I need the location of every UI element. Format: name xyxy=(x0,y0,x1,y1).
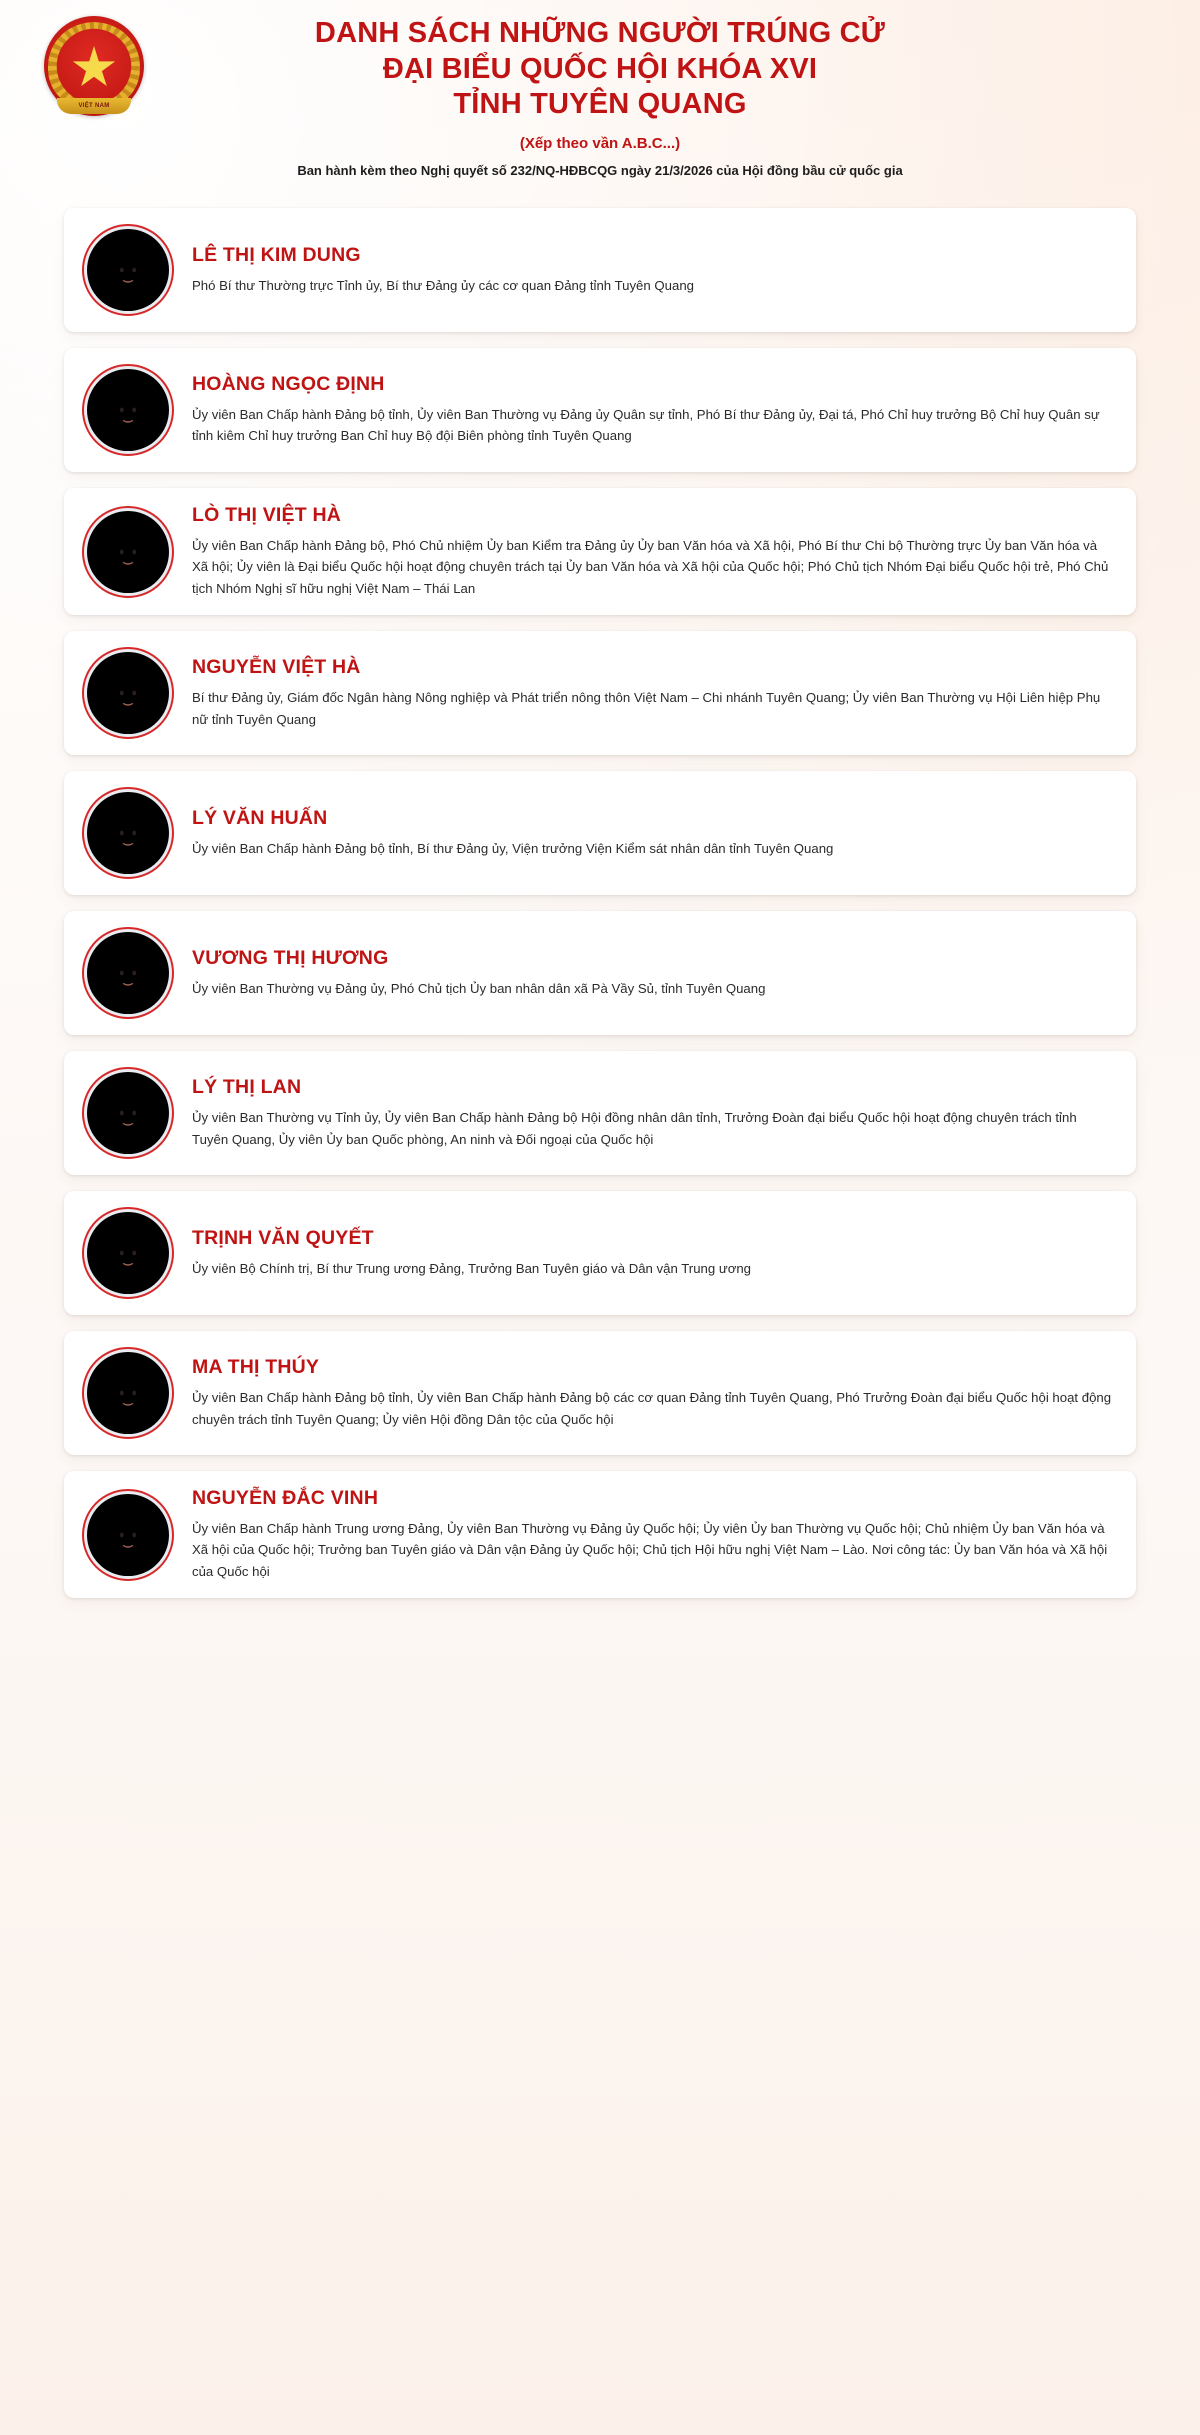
deputy-role: Ủy viên Ban Chấp hành Đảng bộ, Phó Chủ nhiệm Ủy ban Kiểm tra Đảng ủy Ủy ban Văn hóa và Xã hội, Phó Bí thư Chi bộ Thường trực Ủy ban Văn hóa và Xã hội; Ủy viên là Đại biểu Quốc hội hoạt động chuyên trách tại Ủy ban Văn hóa và Xã hội của Quốc hội; Phó Chủ tịch Nhóm Đại biểu Quốc hội trẻ, Phó Chủ tịch Nhóm Nghị sĩ hữu nghị Việt Nam – Thái Lan xyxy=(192,537,1109,596)
deputy-card xyxy=(64,771,1136,895)
deputy-role: Ủy viên Ban Thường vụ Đảng ủy, Phó Chủ tịch Ủy ban nhân dân xã Pà Vầy Sủ, tỉnh Tuyên Quang xyxy=(192,980,766,996)
deputy-name: MA THỊ THÚY xyxy=(192,1356,320,1379)
avatar-ring xyxy=(82,1489,174,1581)
deputy-card xyxy=(64,1191,1136,1315)
avatar xyxy=(82,506,174,598)
deputy-name: HOÀNG NGỌC ĐỊNH xyxy=(192,373,385,396)
avatar xyxy=(82,1067,174,1159)
avatar xyxy=(82,927,174,1019)
deputy-portrait xyxy=(87,1212,169,1294)
deputy-info xyxy=(192,1487,1114,1582)
deputy-name: VƯƠNG THỊ HƯƠNG xyxy=(192,946,389,969)
deputy-portrait xyxy=(87,1072,169,1154)
deputy-portrait xyxy=(87,1494,169,1576)
page-title xyxy=(40,16,1160,123)
deputy-role: Ủy viên Ban Chấp hành Trung ương Đảng, Ủy viên Ban Thường vụ Đảng ủy Quốc hội; Ủy viên Ủy ban Thường vụ Quốc hội; Chủ nhiệm Ủy ban Văn hóa và Xã hội của Quốc hội; Trưởng ban Tuyên giáo và Dân vận Đảng ủy Quốc hội; Chủ tịch Hội hữu nghị Việt Nam – Lào. Nơi công tác: Ủy ban Văn hóa và Xã hội của Quốc hội xyxy=(192,1521,1108,1579)
avatar-ring xyxy=(82,1347,174,1439)
deputy-role: Ủy viên Ban Chấp hành Đảng bộ tỉnh, Bí thư Đảng ủy, Viện trưởng Viện Kiểm sát nhân dân tỉnh Tuyên Quang xyxy=(192,840,834,856)
page-subtitle: (Xếp theo vần A.B.C...) xyxy=(519,134,681,152)
avatar-ring xyxy=(82,787,174,879)
deputy-card xyxy=(64,348,1136,472)
avatar xyxy=(82,1489,174,1581)
deputy-info xyxy=(192,656,1114,730)
deputy-card xyxy=(64,1331,1136,1455)
avatar-ring xyxy=(82,647,174,739)
decree-reference: Ban hành kèm theo Nghị quyết số 232/NQ-HĐBCQG ngày 21/3/2026 của Hội đồng bầu cử quốc gia xyxy=(297,162,903,178)
deputy-info xyxy=(192,947,1114,999)
deputy-info xyxy=(192,244,1114,296)
deputy-role: Ủy viên Ban Thường vụ Tỉnh ủy, Ủy viên Ban Chấp hành Đảng bộ Hội đồng nhân dân tỉnh, Trưởng Đoàn đại biểu Quốc hội hoạt động chuyên trách tỉnh Tuyên Quang, Ủy viên Ủy ban Quốc phòng, An ninh và Đối ngoại của Quốc hội xyxy=(192,1110,1077,1147)
avatar-ring xyxy=(82,364,174,456)
deputy-portrait xyxy=(87,369,169,451)
deputy-name: NGUYỄN VIỆT HÀ xyxy=(192,656,361,679)
deputy-role: Ủy viên Ban Chấp hành Đảng bộ tỉnh, Ủy viên Ban Thường vụ Đảng ủy Quân sự tỉnh, Phó Bí thư Đảng ủy, Đại tá, Phó Chỉ huy trưởng Bộ Chỉ huy Quân sự tỉnh kiêm Chỉ huy trưởng Ban Chỉ huy Bộ đội Biên phòng tỉnh Tuyên Quang xyxy=(192,407,1100,444)
page-title-line-2: ĐẠI BIỂU QUỐC HỘI KHÓA XVI xyxy=(382,52,818,85)
deputy-name: NGUYỄN ĐẮC VINH xyxy=(192,1487,379,1510)
deputy-card xyxy=(64,1051,1136,1175)
avatar xyxy=(82,1347,174,1439)
deputy-portrait xyxy=(87,932,169,1014)
page-title-line-3: TỈNH TUYÊN QUANG xyxy=(453,88,747,121)
deputy-role: Bí thư Đảng ủy, Giám đốc Ngân hàng Nông nghiệp và Phát triển nông thôn Việt Nam – Chi nhánh Tuyên Quang; Ủy viên Ban Thường vụ Hội Liên hiệp Phụ nữ tỉnh Tuyên Quang xyxy=(192,690,1101,727)
avatar-ring xyxy=(82,224,174,316)
deputy-name: TRỊNH VĂN QUYẾT xyxy=(192,1226,374,1249)
avatar-ring xyxy=(82,927,174,1019)
deputy-info xyxy=(192,1356,1114,1430)
deputy-role: Ủy viên Bộ Chính trị, Bí thư Trung ương Đảng, Trưởng Ban Tuyên giáo và Dân vận Trung ương xyxy=(192,1260,752,1276)
deputy-role: Ủy viên Ban Chấp hành Đảng bộ tỉnh, Ủy viên Ban Chấp hành Đảng bộ các cơ quan Đảng tỉnh Tuyên Quang, Phó Trưởng Đoàn đại biểu Quốc hội hoạt động chuyên trách tỉnh Tuyên Quang; Ủy viên Hội đồng Dân tộc của Quốc hội xyxy=(192,1390,1112,1427)
deputy-name: LÝ THỊ LAN xyxy=(192,1076,302,1099)
deputy-card xyxy=(64,631,1136,755)
deputy-info xyxy=(192,807,1114,859)
avatar-ring xyxy=(82,1207,174,1299)
deputy-name: LÊ THỊ KIM DUNG xyxy=(192,243,361,266)
deputy-role: Phó Bí thư Thường trực Tỉnh ủy, Bí thư Đảng ủy các cơ quan Đảng tỉnh Tuyên Quang xyxy=(192,277,694,293)
page-title-line-1: DANH SÁCH NHỮNG NGƯỜI TRÚNG CỬ xyxy=(314,17,886,49)
deputy-portrait xyxy=(87,652,169,734)
deputy-card xyxy=(64,911,1136,1035)
emblem-ribbon: VIỆT NAM xyxy=(57,98,131,114)
avatar xyxy=(82,224,174,316)
avatar xyxy=(82,787,174,879)
deputy-portrait xyxy=(87,792,169,874)
avatar xyxy=(82,1207,174,1299)
avatar-ring xyxy=(82,506,174,598)
deputy-name: LÒ THỊ VIỆT HÀ xyxy=(192,503,342,526)
deputy-info xyxy=(192,504,1114,599)
avatar-ring xyxy=(82,1067,174,1159)
page-header xyxy=(0,0,1200,194)
national-emblem-icon xyxy=(38,10,150,122)
deputy-card xyxy=(64,1471,1136,1598)
deputy-card xyxy=(64,488,1136,615)
deputy-card xyxy=(64,208,1136,332)
avatar xyxy=(82,364,174,456)
deputy-portrait xyxy=(87,1352,169,1434)
avatar xyxy=(82,647,174,739)
deputy-portrait xyxy=(87,511,169,593)
deputy-info xyxy=(192,373,1114,447)
deputy-name: LÝ VĂN HUẤN xyxy=(192,806,328,829)
deputy-info xyxy=(192,1076,1114,1150)
elected-deputies-list xyxy=(0,194,1200,1598)
deputy-info xyxy=(192,1227,1114,1279)
deputy-portrait xyxy=(87,229,169,311)
